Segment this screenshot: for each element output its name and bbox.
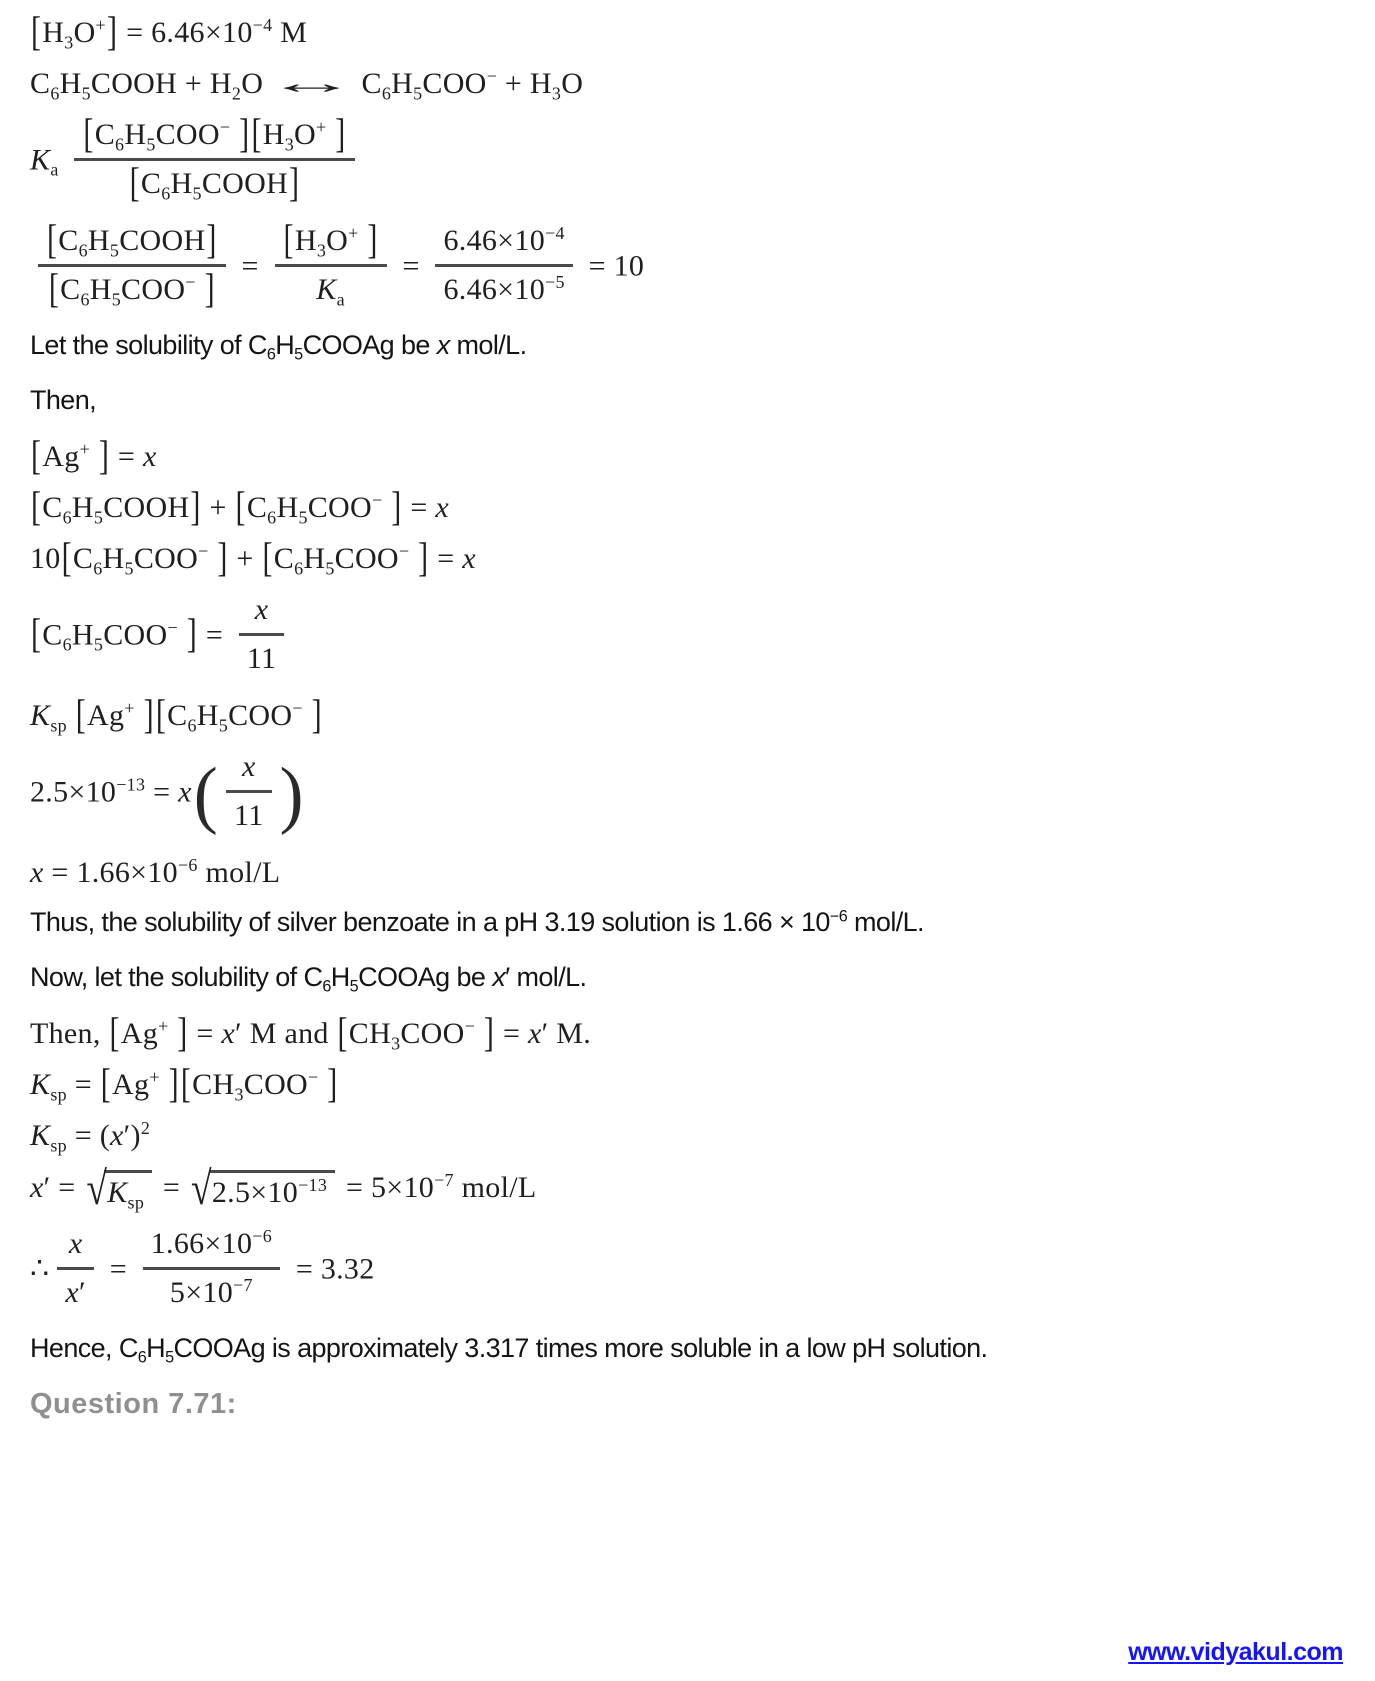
bracket: ] [391, 484, 402, 530]
fraction-denominator: 11 [246, 642, 277, 675]
document-lines [30, 9, 1341, 1421]
eq-benzoic-acid-equilibrium: $C_6H_5COOH$ + $H_2O\leftrightarrow C_6H_5COO^- + H_3O$ [30, 66, 584, 104]
bracket: [ [235, 484, 246, 530]
bracket: ] [168, 1061, 179, 1107]
fraction-denominator: $[C_6H_5COOH]$ [129, 160, 300, 206]
fraction [275, 217, 387, 310]
fraction-denominator: x′ [65, 1276, 86, 1309]
bracket: [ [283, 217, 294, 263]
bracket: ] [204, 266, 215, 312]
bracket: ] [107, 9, 118, 55]
fraction [74, 111, 354, 206]
fraction [226, 746, 272, 835]
eq-ratio-cooh-coo: $\frac{[C_6H_5COOH]}{[C_6H_5COO^- ]}$ = $\frac{[H_3O^+ ]}{K_a}$ = $\frac{6.46\times 10^{-4}}{6.46\times 10^{-5}}$ = 10 [30, 224, 1341, 313]
text-now-solubility: Now, let the solubility of $C_6H_5COOAg$ be x′ mol/L. [30, 962, 587, 996]
eq-mass-balance: $[C_6H_5COOH] + [C_6H_5COO^-$ ] = x [31, 484, 450, 530]
text-thus-solubility: Thus, the solubility of silver benzoate in a pH 3.19 solution is $1.66 \times 10^{-6}$ mol/L. [30, 907, 924, 937]
radicand: $K_{sp}$ [104, 1170, 152, 1210]
eq-ag-concentration: [Ag+ ] = x [31, 433, 157, 479]
eq-h3o-concentration: $[H_3O^+] = 6.46\times 10^{-4}$ M [31, 9, 308, 55]
bracket: ] [143, 692, 154, 738]
bracket: ] [190, 484, 201, 530]
bracket: [ [31, 484, 42, 530]
square-root [190, 1164, 335, 1216]
bracket: [ [251, 111, 262, 157]
fraction [435, 220, 572, 309]
bracket: [ [48, 266, 60, 312]
bracket: ] [367, 217, 378, 263]
text-then: Then, [30, 385, 97, 415]
bracket: [ [100, 1061, 112, 1107]
eq-then-ag-ch3coo: Then, [Ag+ ] = x′ M and [$CH_3COO^-$ ] = x′ M. [30, 1010, 592, 1056]
bracket: [ [31, 9, 42, 55]
radicand: $2.5\times 10^{-13}$ [209, 1170, 335, 1210]
bracket: [ [47, 217, 58, 263]
bracket: [ [180, 1061, 192, 1107]
square-root [86, 1164, 152, 1216]
bracket: [ [31, 611, 42, 658]
fraction [57, 1223, 94, 1312]
eq-x-prime-result: x′ = √ $K_{sp}$ = √ $2.5\times 10^{-13}$ = $5\times 10^{-7}$ mol/L [30, 1164, 537, 1216]
bracket: [ [61, 535, 72, 581]
eq-ksp-x-prime-squared: $K_{sp} = (x')^2$ [30, 1118, 151, 1156]
eq-ksp-value: $2.5\times 10^{-13} = x$ ( $\frac{x}{11}$ ) [30, 750, 1341, 839]
bracket: ] [289, 160, 300, 206]
bracket: ] [177, 1010, 188, 1056]
close-paren: ) [279, 752, 304, 837]
bracket: [ [262, 535, 273, 581]
bracket: ] [217, 535, 228, 581]
big-parentheses [194, 750, 304, 839]
radical-icon: √ [86, 1164, 108, 1216]
eq-ksp-ag-ch3coo: $K_{sp} = [Ag^+$ ][$CH_3COO^-$ ] [30, 1061, 338, 1107]
fraction-denominator: $K_a$ [316, 273, 345, 310]
equilibrium-arrow-icon: ↔ [265, 67, 360, 100]
bracket: [ [337, 1010, 348, 1056]
heading-question-7-71: Question 7.71: [30, 1388, 237, 1420]
bracket: [ [109, 1010, 120, 1056]
fraction [38, 217, 226, 312]
fraction-numerator: x [239, 589, 285, 636]
fraction-denominator: $6.46\times 10^{-5}$ [443, 272, 565, 306]
fraction-denominator: $5\times 10^{-7}$ [169, 1275, 253, 1309]
eq-coo-equals-x-over-11: [$C_6H_5COO^-$ ] = $\frac{x}{11}$ [30, 593, 1341, 682]
eq-ratio-x-xprime: ∴ $\frac{x}{x'}$ = $\frac{1.66\times 10^{-6}}{5\times 10^{-7}}$ = 3.32 [30, 1227, 1341, 1316]
open-paren: ( [193, 752, 219, 837]
fraction-numerator: x [57, 1223, 94, 1270]
fraction-numerator: [$H_3O^+$ ] [275, 220, 387, 267]
eq-ka-expression: $K_a$ $\frac{[C_6H_5COO^- ][H_3O^+ ]}{[C_6H_5COOH]}$ [30, 118, 1341, 207]
fraction-numerator: $6.46\times 10^{-4}$ [435, 220, 572, 267]
fraction-denominator: 11 [234, 799, 264, 832]
eq-ksp-expression: $K_{sp}$ [Ag+ ][$C_6H_5COO^-$ ] [30, 692, 322, 738]
bracket: ] [483, 1010, 495, 1056]
fraction-numerator: $[C_6H_5COOH]$ [38, 220, 226, 267]
bracket: [ [75, 692, 87, 738]
footer-site-link[interactable]: www.vidyakul.com [1128, 1638, 1343, 1666]
bracket: ] [186, 611, 198, 658]
bracket: ] [239, 111, 250, 157]
bracket: [ [129, 160, 140, 206]
bracket: ] [418, 535, 429, 581]
bracket: [ [155, 692, 167, 738]
fraction-denominator: [$C_6H_5COO^-$ ] [48, 266, 215, 312]
bracket: ] [311, 692, 322, 738]
eq-substituted-mass-balance: $10[C_6H_5COO^-$ ] + [$C_6H_5COO^-$ ] = x [30, 535, 476, 581]
bracket: [ [31, 433, 42, 479]
bracket: ] [206, 217, 217, 263]
bracket: ] [98, 433, 110, 479]
fraction [239, 589, 285, 678]
fraction-numerator: [$C_6H_5COO^-$ ][$H_3O^+$ ] [74, 114, 354, 161]
bracket: ] [335, 111, 346, 157]
radical-icon: √ [190, 1164, 212, 1216]
text-hence-conclusion: Hence, $C_6H_5COOAg$ is approximately 3.317 times more soluble in a low pH solution. [30, 1333, 988, 1367]
text-let-solubility: Let the solubility of $C_6H_5COOAg$ be x mol/L. [30, 330, 527, 364]
bracket: [ [83, 111, 94, 157]
fraction-numerator: $1.66\times 10^{-6}$ [143, 1223, 280, 1270]
fraction-numerator: x [226, 746, 272, 793]
bracket: ] [327, 1061, 338, 1107]
eq-x-result: $x = 1.66\times 10^{-6}$ mol/L [30, 855, 281, 889]
fraction [143, 1223, 280, 1312]
